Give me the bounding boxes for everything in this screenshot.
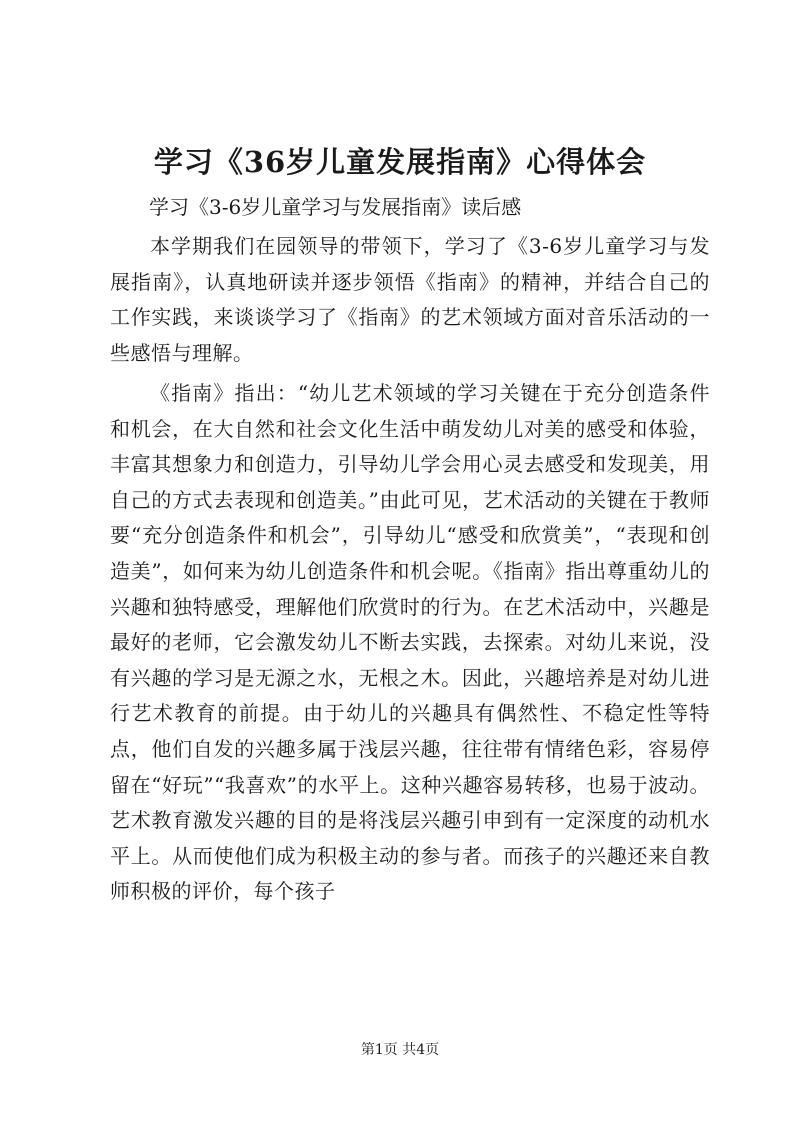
paragraph-body: 《指南》指出：“幼儿艺术领域的学习关键在于充分创造条件和机会，在大自然和社会文化生活中萌发幼儿对美的感受和体验，丰富其想象力和创造力，引导幼儿学会用心灵去感受和发现美，用自己的方式去表现和创造美。”由此可见，艺术活动的关键在于教师要“充分创造条件和机会”，引导幼儿“感受和欣赏美”，“表现和创造美”，如何来为幼儿创造条件和机会呢。《指南》指出尊重幼儿的兴趣和独特感受，理解他们欣赏时的行为。在艺术活动中，兴趣是最好的老师，它会激发幼儿不断去实践，去探索。对幼儿来说，没有兴趣的学习是无源之水，无根之木。因此，兴趣培养是对幼儿进行艺术教育的前提。由于幼儿的兴趣具有偶然性、不稳定性等特点，他们自发的兴趣多属于浅层兴趣，往往带有情绪色彩，容易停留在“好玩”“我喜欢”的水平上。这种兴趣容易转移，也易于波动。艺术教育激发兴趣的目的是将浅层兴趣引申到有一定深度的动机水平上。从而使他们成为积极主动的参与者。而孩子的兴趣还来自教师积极的评价，每个孩子 xyxy=(110,381,710,904)
page-footer: 第1页 共4页 xyxy=(360,1042,440,1058)
document-subtitle: 学习《3-6岁儿童学习与发展指南》读后感 xyxy=(149,195,522,219)
paragraph-intro: 本学期我们在园领导的带领下，学习了《3-6岁儿童学习与发展指南》，认真地研读并逐步领悟《指南》的精神，并结合自己的工作实践，来谈谈学习了《指南》的艺术领域方面对音乐活动的一些感悟与理解。 xyxy=(110,234,710,365)
document-title: 学习《36岁儿童发展指南》心得体会 xyxy=(153,145,647,179)
